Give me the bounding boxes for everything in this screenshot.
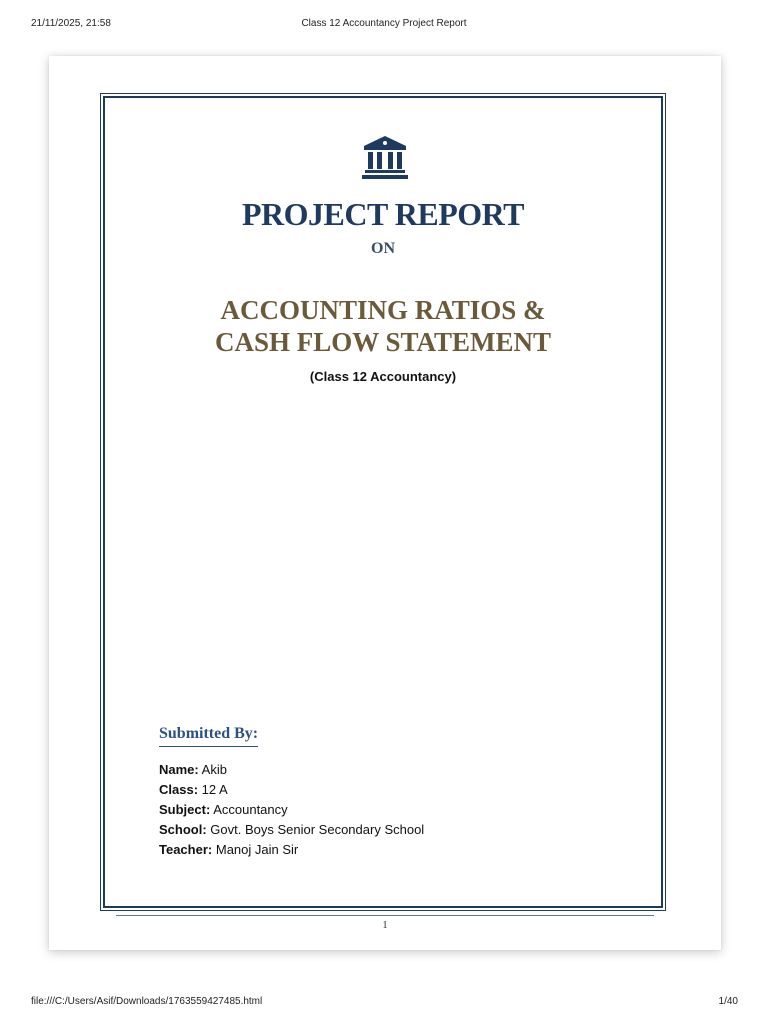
class-subtitle: (Class 12 Accountancy)	[309, 369, 457, 384]
print-footer	[0, 990, 768, 1024]
submitted-by-heading: Submitted By:	[159, 725, 258, 747]
detail-subject: Subject: Accountancy	[159, 802, 288, 817]
print-page-counter: 1/40	[718, 996, 738, 1007]
submitter-details	[159, 760, 424, 860]
detail-teacher: Teacher: Manoj Jain Sir	[159, 842, 299, 857]
detail-school: School: Govt. Boys Senior Secondary School	[159, 822, 425, 837]
document-page	[49, 56, 721, 950]
print-file-path: file:///C:/Users/Asif/Downloads/1763559427485.html	[31, 996, 263, 1007]
page-border-frame	[103, 96, 663, 908]
print-header	[0, 0, 768, 40]
subject-line-1: ACCOUNTING RATIOS &	[220, 295, 546, 325]
detail-class: Class: 12 A	[159, 782, 228, 797]
page-footer-rule	[116, 915, 654, 916]
detail-name: Name: Akib	[159, 762, 227, 777]
bank-icon	[361, 134, 409, 180]
print-doc-title: Class 12 Accountancy Project Report	[301, 18, 467, 29]
report-on-label: ON	[371, 240, 395, 257]
page-number: 1	[382, 920, 388, 931]
report-subject-title	[105, 294, 661, 358]
report-title: PROJECT REPORT	[242, 196, 524, 232]
print-datetime: 21/11/2025, 21:58	[31, 18, 111, 29]
subject-line-2: CASH FLOW STATEMENT	[214, 327, 552, 357]
